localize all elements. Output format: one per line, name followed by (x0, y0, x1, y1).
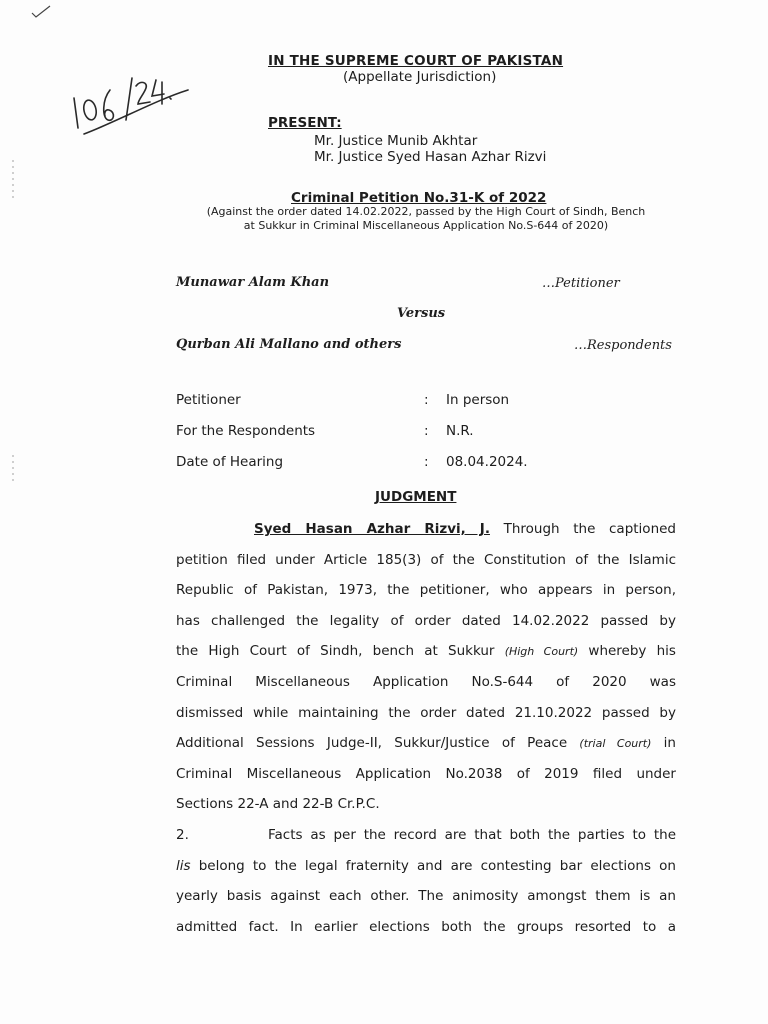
paragraph-line: has challenged the legality of order dated 14.02.2022 passed by (176, 612, 676, 629)
jurisdiction: (Appellate Jurisdiction) (343, 69, 497, 85)
judgment-author: Syed Hasan Azhar Rizvi, J. (254, 521, 490, 537)
paragraph-line: the High Court of Sindh, bench at Sukkur (High Court) whereby his (176, 643, 676, 660)
appearance-value: 08.04.2024. (446, 454, 528, 470)
scan-margin-artifact (12, 160, 14, 200)
petition-number: Criminal Petition No.31-K of 2022 (291, 190, 547, 206)
handwritten-diary-number (66, 60, 196, 150)
appearance-colon: : (424, 392, 429, 408)
appearance-label: For the Respondents (176, 423, 316, 439)
respondent-role: …Respondents (574, 338, 672, 353)
appearance-label: Petitioner (176, 392, 241, 408)
respondent-name: Qurban Ali Mallano and others (176, 337, 402, 352)
paragraph-number: 2. (176, 826, 189, 843)
paragraph-line: dismissed while maintaining the order dated 21.10.2022 passed by (176, 704, 676, 721)
appearance-label: Date of Hearing (176, 454, 284, 470)
appearance-value: In person (446, 392, 510, 408)
appearance-value: N.R. (446, 423, 474, 439)
paragraph-line: Republic of Pakistan, 1973, the petitioner, who appears in person, (176, 582, 676, 599)
judgment-heading: JUDGMENT (375, 489, 457, 505)
judge-name: Mr. Justice Munib Akhtar (314, 133, 478, 149)
petition-note: (Against the order dated 14.02.2022, passed by the High Court of Sindh, Bench (206, 205, 646, 218)
versus-label: Versus (397, 306, 446, 321)
paragraph-line: Criminal Miscellaneous Application No.S-644 of 2020 was (176, 673, 676, 690)
appearance-colon: : (424, 454, 429, 470)
paragraph-line: Criminal Miscellaneous Application No.2038 of 2019 filed under (176, 765, 676, 782)
tick-mark-icon (30, 4, 52, 20)
judge-name: Mr. Justice Syed Hasan Azhar Rizvi (314, 149, 547, 165)
paragraph-line: Additional Sessions Judge-II, Sukkur/Justice of Peace (trial Court) in (176, 735, 676, 752)
present-heading: PRESENT: (268, 115, 342, 131)
petitioner-role: …Petitioner (542, 276, 620, 291)
paragraph-line: Sections 22-A and 22-B Cr.P.C. (176, 796, 380, 813)
court-title: IN THE SUPREME COURT OF PAKISTAN (268, 53, 564, 69)
appearance-colon: : (424, 423, 429, 439)
paragraph-line: lis belong to the legal fraternity and are contesting bar elections on (176, 857, 676, 874)
paragraph-line: petition filed under Article 185(3) of the Constitution of the Islamic (176, 551, 676, 568)
petition-note: at Sukkur in Criminal Miscellaneous Application No.S-644 of 2020) (243, 219, 609, 232)
scan-margin-artifact (12, 455, 14, 485)
paragraph-line: yearly basis against each other. The animosity amongst them is an (176, 888, 676, 905)
paragraph-line: 2. Facts as per the record are that both the parties to the (176, 820, 676, 851)
petitioner-name: Munawar Alam Khan (176, 275, 330, 290)
paragraph-line: admitted fact. In earlier elections both the groups resorted to a (176, 918, 676, 935)
paragraph-line: Syed Hasan Azhar Rizvi, J. Through the captioned (254, 521, 677, 537)
judgment-body (176, 514, 676, 942)
